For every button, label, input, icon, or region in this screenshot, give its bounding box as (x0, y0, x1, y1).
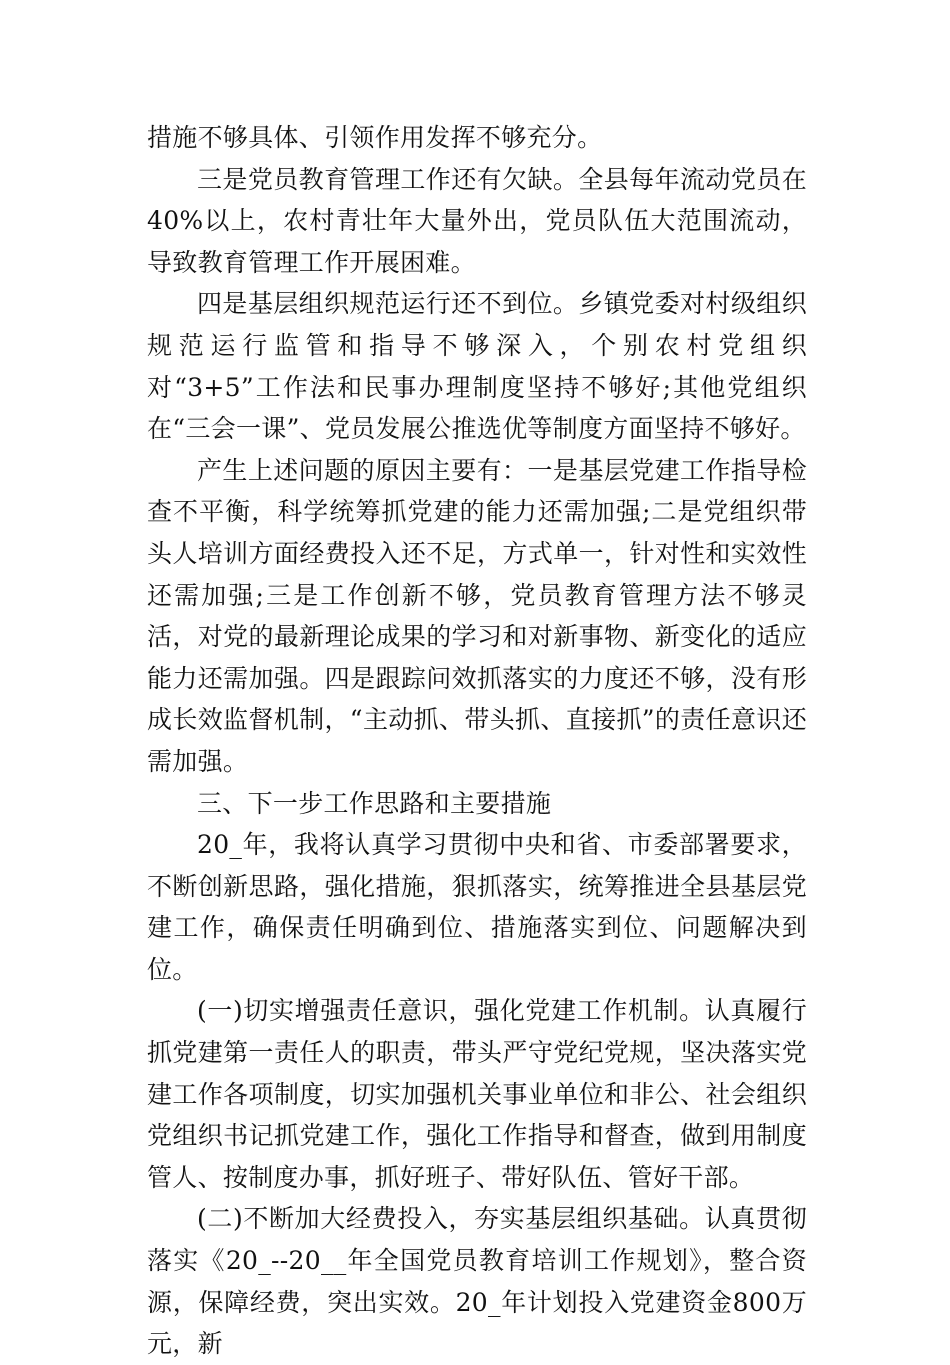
paragraph-measure-one: (一)切实增强责任意识，强化党建工作机制。认真履行抓党建第一责任人的职责，带头严守党纪党规，坚决落实党建工作各项制度，切实加强机关事业单位和非公、社会组织党组织书记抓党建工作，强化工作指导和督查，做到用制度管人、按制度办事，抓好班子、带好队伍、管好干部。 (147, 996, 807, 1192)
paragraph-grassroots-organization: 四是基层组织规范运行还不到位。乡镇党委对村级组织规范运行监管和指导不够深入，个别农村党组织对“3+5”工作法和民事办理制度坚持不够好;其他党组织在“三会一课”、党员发展公推选优等制度方面坚持不够好。 (147, 289, 807, 444)
paragraph-next-year-plan: 20_年，我将认真学习贯彻中央和省、市委部署要求，不断创新思路，强化措施，狠抓落实，统筹推进全县基层党建工作，确保责任明确到位、措施落实到位、问题解决到位。 (147, 830, 807, 984)
document-body (147, 117, 807, 1365)
section-heading-next-steps: 三、下一步工作思路和主要措施 (197, 788, 552, 818)
paragraph-measure-two: (二)不断加大经费投入，夯实基层组织基础。认真贯彻落实《20_--20__年全国党员教育培训工作规划》，整合资源，保障经费，突出实效。20_年计划投入党建资金800万元，新 (147, 1204, 807, 1359)
paragraph-party-member-education: 三是党员教育管理工作还有欠缺。全县每年流动党员在40%以上，农村青壮年大量外出，党员队伍大范围流动，导致教育管理工作开展困难。 (147, 164, 807, 277)
paragraph-causes: 产生上述问题的原因主要有：一是基层党建工作指导检查不平衡，科学统筹抓党建的能力还需加强;二是党组织带头人培训方面经费投入还不足，方式单一，针对性和实效性还需加强;三是工作创新不够，党员教育管理方法不够灵活，对党的最新理论成果的学习和对新事物、新变化的适应能力还需加强。四是跟踪问效抓落实的力度还不够，没有形成长效监督机制，“主动抓、带头抓、直接抓”的责任意识还需加强。 (147, 455, 807, 776)
paragraph-continuation: 措施不够具体、引领作用发挥不够充分。 (147, 123, 603, 152)
